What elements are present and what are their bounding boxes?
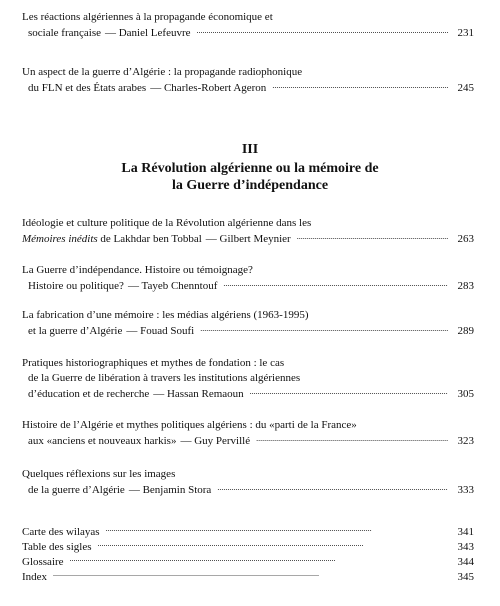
appendix-label: Carte des wilayas [22, 526, 100, 538]
section-number: III [241, 142, 259, 157]
entry-page-number: 263 [457, 233, 474, 245]
dot-leader [217, 482, 448, 493]
entry-author: — Charles-Robert Ageron [150, 82, 267, 94]
toc-entry [22, 308, 474, 339]
entry-title-line: Quelques réflexions sur les images [22, 468, 176, 480]
appendix-label: Glossaire [22, 556, 64, 568]
entry-title-line: et la guerre d’Algérie [28, 325, 123, 337]
entry-title-line: Un aspect de la guerre d’Algérie : la propagande radiophonique [22, 66, 303, 78]
appendix-page-number: 343 [457, 541, 474, 553]
entry-author: — Hassan Remaoun [153, 388, 244, 400]
entry-title-line: de la Guerre de libération à travers les institutions algériennes [28, 372, 301, 384]
entry-title-line: de Lakhdar ben Tobbal [97, 233, 202, 245]
toc-entry [22, 467, 474, 498]
appendix-page-number: 341 [457, 526, 474, 538]
section-title-line: la Guerre d’indépendance [171, 178, 329, 193]
entry-title-line: sociale française [28, 27, 101, 39]
dot-leader [297, 231, 448, 242]
entry-title-line: aux «anciens et nouveaux harkis» [28, 435, 177, 447]
entry-title-line: Idéologie et culture politique de la Révolution algérienne dans les [22, 217, 312, 229]
toc-entry [22, 263, 474, 294]
entry-title-line: d’éducation et de recherche [28, 388, 150, 400]
dot-leader [70, 554, 448, 565]
appendix-label: Index [22, 571, 48, 583]
appendix-item [22, 569, 474, 584]
entry-page-number: 323 [457, 435, 474, 447]
entry-title-line: de la guerre d’Algérie [28, 484, 125, 496]
dot-leader [106, 524, 448, 535]
entry-page-number: 289 [457, 325, 474, 337]
entry-author: — Tayeb Chenntouf [127, 280, 218, 292]
entry-title-line: Histoire de l’Algérie et mythes politiques algériens : du «parti de la France» [22, 419, 357, 431]
dot-leader [256, 433, 448, 444]
section-title-line: La Révolution algérienne ou la mémoire de [121, 161, 379, 176]
dot-leader [53, 569, 448, 580]
entry-title-line: Pratiques historiographiques et mythes de fondation : le cas [22, 357, 285, 369]
entry-title-line: La Guerre d’indépendance. Histoire ou témoignage? [22, 264, 253, 276]
dot-leader [200, 323, 448, 334]
entry-author: — Daniel Lefeuvre [104, 27, 191, 39]
entry-author: — Guy Pervillé [180, 435, 251, 447]
entry-page-number: 231 [457, 27, 474, 39]
entry-author: — Fouad Soufi [126, 325, 195, 337]
entry-title-line: Les réactions algériennes à la propagande économique et [22, 11, 273, 23]
appendix-label: Table des sigles [22, 541, 92, 553]
toc-entry [22, 356, 474, 402]
appendix-item [22, 539, 474, 554]
section-title [0, 160, 500, 194]
toc-entry [22, 216, 474, 247]
entry-author: — Gilbert Meynier [205, 233, 291, 245]
appendix-item [22, 554, 474, 569]
entry-title-italic: Mémoires inédits [22, 233, 98, 245]
dot-leader [98, 539, 449, 550]
appendix-list [22, 524, 474, 584]
dot-leader [197, 25, 449, 36]
dot-leader [223, 278, 448, 289]
entry-page-number: 283 [457, 280, 474, 292]
entry-title-line: La fabrication d’une mémoire : les médias algériens (1963-1995) [22, 309, 309, 321]
toc-entry [22, 418, 474, 449]
entry-page-number: 245 [457, 82, 474, 94]
toc-entry [22, 10, 474, 41]
entry-page-number: 333 [457, 484, 474, 496]
dot-leader [250, 386, 448, 397]
entry-author: — Benjamin Stora [128, 484, 212, 496]
entry-page-number: 305 [457, 388, 474, 400]
toc-entry [22, 65, 474, 96]
appendix-item [22, 524, 474, 539]
dot-leader [272, 80, 448, 91]
appendix-page-number: 344 [457, 556, 474, 568]
appendix-page-number: 345 [457, 571, 474, 583]
entry-title-line: Histoire ou politique? [28, 280, 124, 292]
entry-title-line: du FLN et des États arabes [28, 82, 147, 94]
